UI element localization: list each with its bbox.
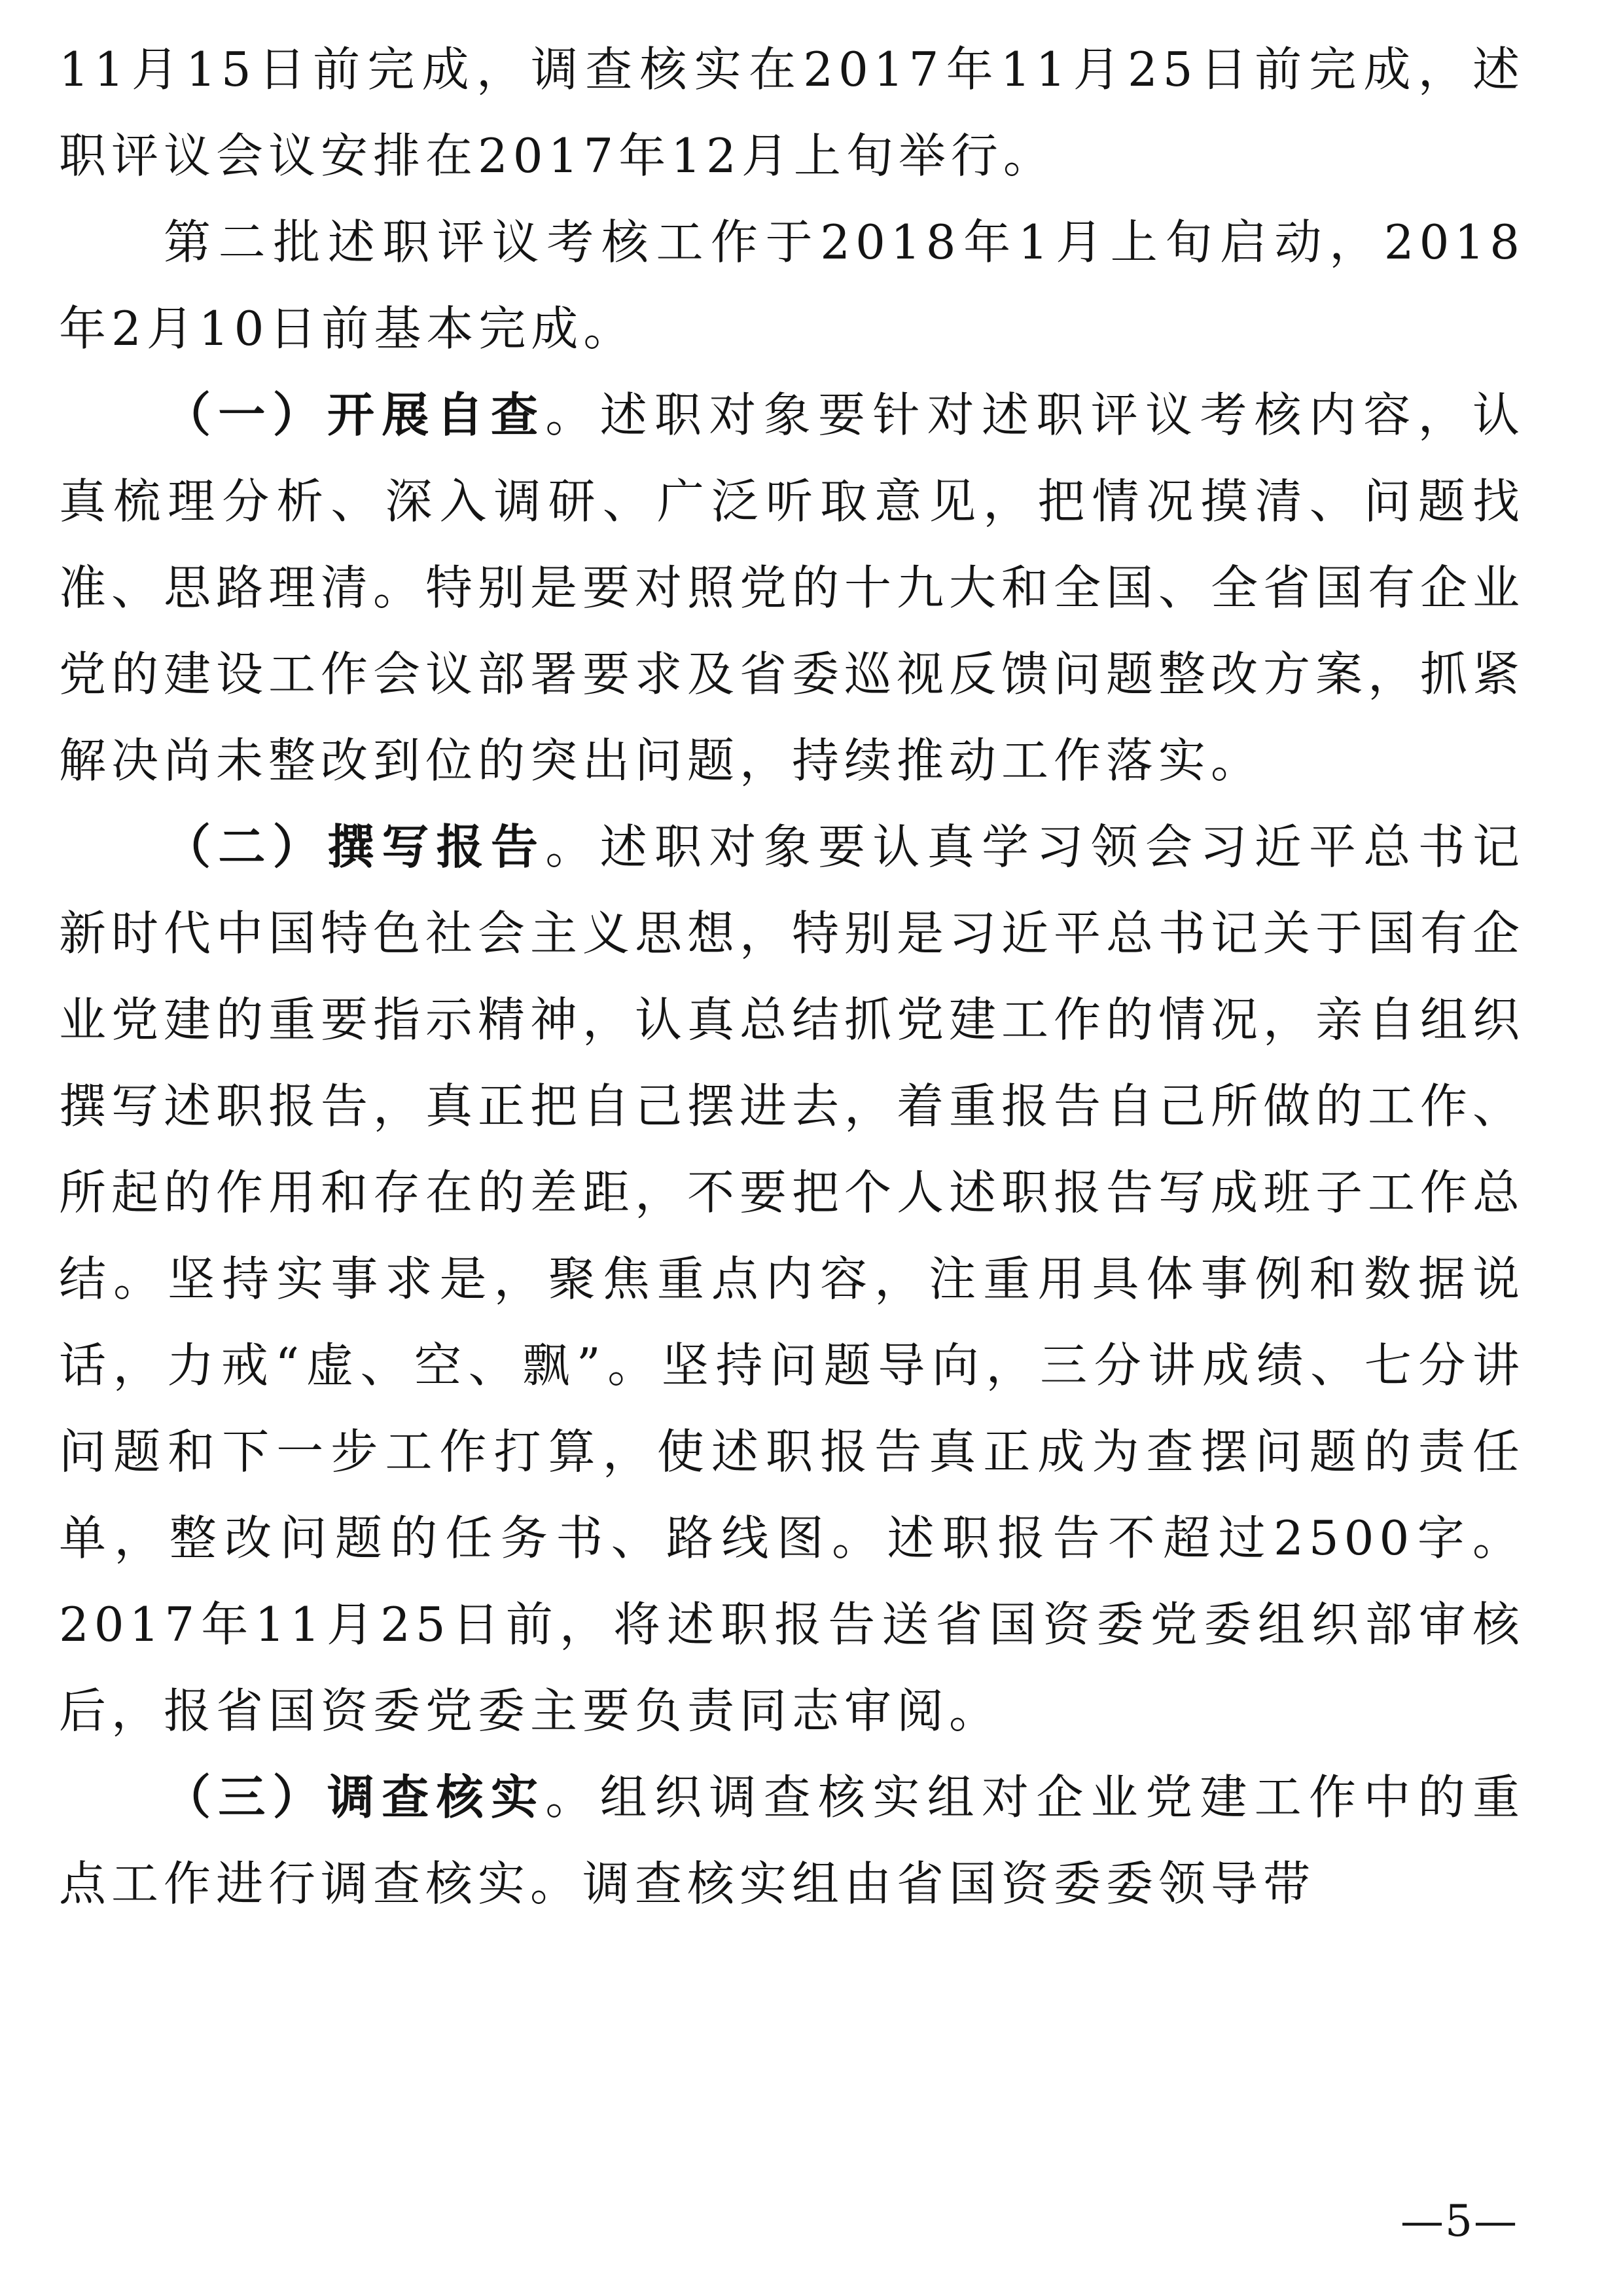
paragraph-3-text: 。述职对象要针对述职评议考核内容，认真梳理分析、深入调研、广泛听取意见，把情况摸清、问题找准、思路理清。特别是要对照党的十九大和全国、全省国有企业党的建设工作会议部署要求及省委巡视反馈问题整改方案，抓紧解决尚未整改到位的突出问题，持续推动工作落实。 <box>59 387 1525 788</box>
section-heading-2: （二）撰写报告 <box>164 819 546 874</box>
paragraph-4-text: 。述职对象要认真学习领会习近平总书记新时代中国特色社会主义思想，特别是习近平总书记关于国有企业党建的重要指示精神，认真总结抓党建工作的情况，亲自组织撰写述职报告，真正把自己摆进去，着重报告自己所做的工作、所起的作用和存在的差距，不要把个人述职报告写成班子工作总结。坚持实事求是，聚焦重点内容，注重用具体事例和数据说话，力戒“虚、空、飘”。坚持问题导向，三分讲成绩、七分讲问题和下一步工作打算，使述职报告真正成为查摆问题的责任单，整改问题的任务书、路线图。述职报告不超过2500字。2017年11月25日前，将述职报告送省国资委党委组织部审核后，报省国资委党委主要负责同志审阅。 <box>59 819 1525 1738</box>
paragraph-1 <box>59 26 1525 199</box>
paragraph-1-text: 11月15日前完成，调查核实在2017年11月25日前完成，述职评议会议安排在2017年12月上旬举行。 <box>59 42 1525 183</box>
section-heading-3: （三）调查核实 <box>164 1769 546 1825</box>
section-heading-1: （一）开展自查 <box>164 387 546 442</box>
paragraph-3 <box>59 372 1525 804</box>
paragraph-5-text: 。组织调查核实组对企业党建工作中的重点工作进行调查核实。调查核实组由省国资委委领导带 <box>59 1770 1525 1911</box>
paragraph-4 <box>59 804 1525 1754</box>
paragraph-2-text: 第二批述职评议考核工作于2018年1月上旬启动，2018年2月10日前基本完成。 <box>59 215 1525 356</box>
paragraph-5 <box>59 1754 1525 1927</box>
document-page <box>59 26 1525 1927</box>
page-number: —5— <box>1400 2196 1518 2246</box>
paragraph-2 <box>59 199 1525 372</box>
